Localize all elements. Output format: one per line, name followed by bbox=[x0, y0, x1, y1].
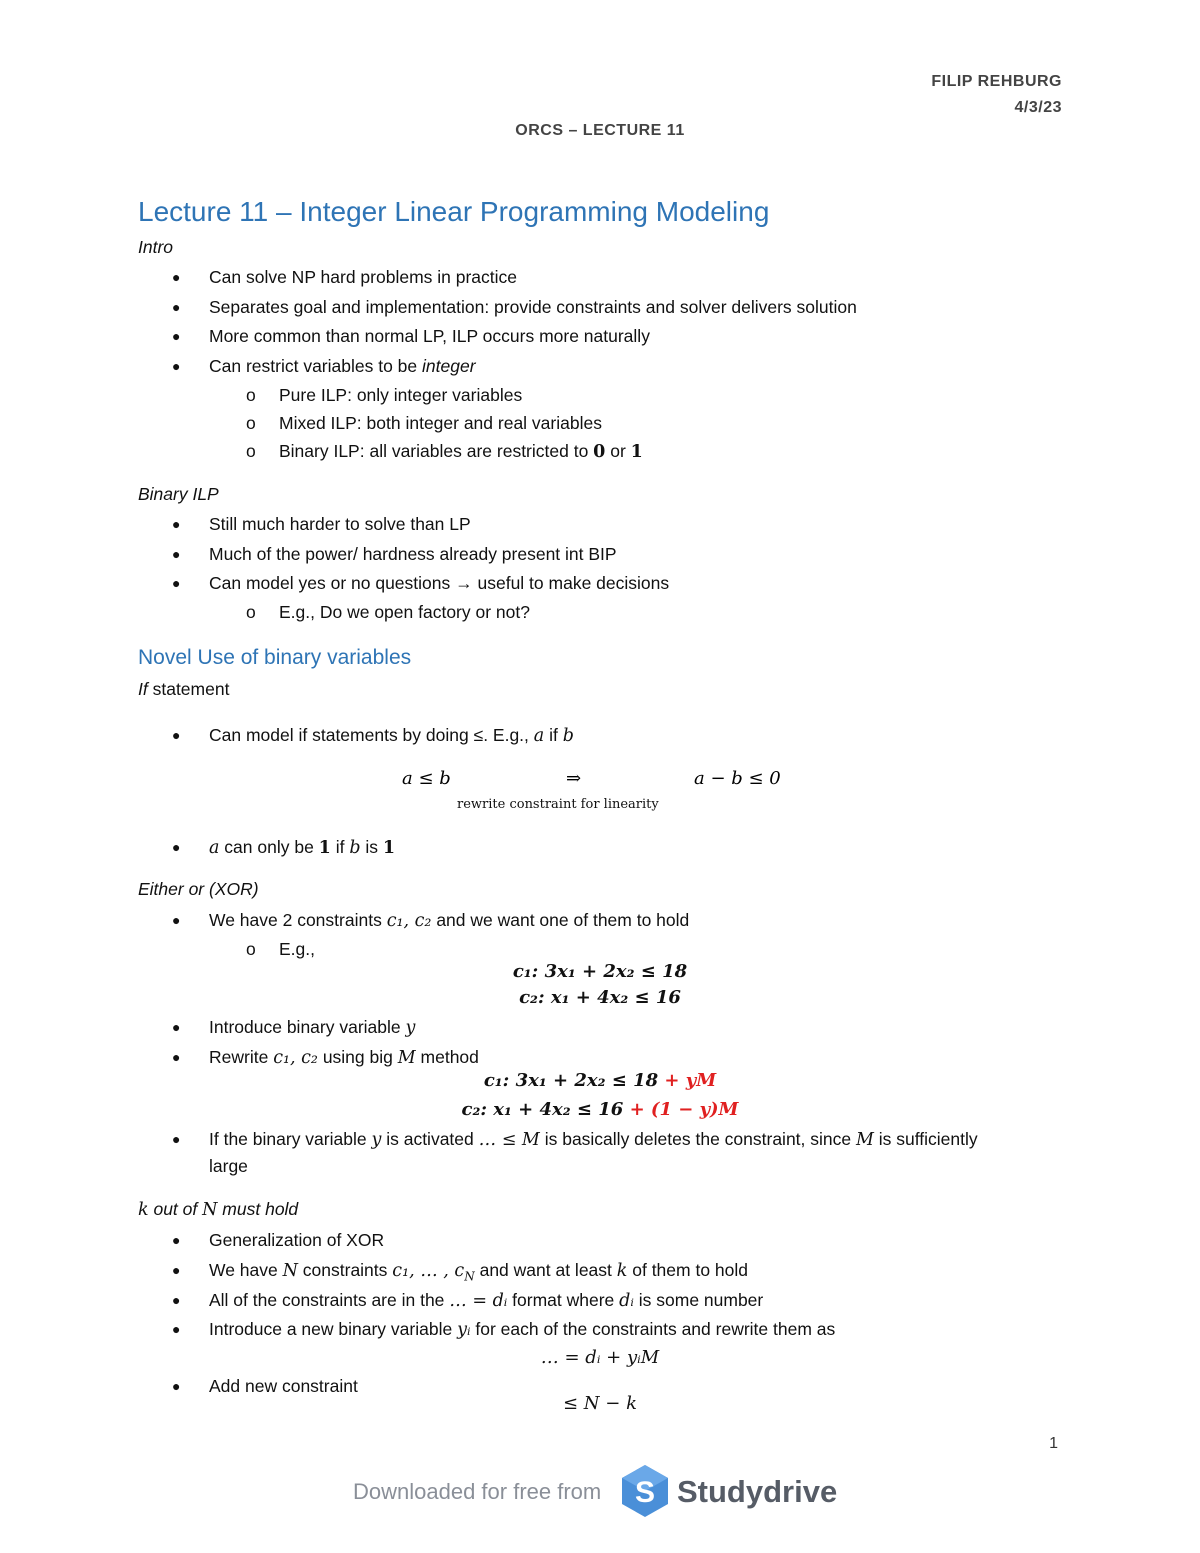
page-title: Lecture 11 – Integer Linear Programming Modeling bbox=[138, 196, 770, 227]
bullet-icon: ● bbox=[172, 1232, 181, 1248]
bullet-icon: ● bbox=[172, 1262, 181, 1278]
equation: … = dᵢ + yᵢM bbox=[540, 1347, 660, 1368]
footer-text: Downloaded for free from bbox=[353, 1479, 602, 1504]
k-of-n-heading: k out of N must hold bbox=[138, 1199, 299, 1220]
header-date: 4/3/23 bbox=[1014, 99, 1062, 116]
binary-heading: Binary ILP bbox=[138, 484, 219, 504]
bullet-icon: ● bbox=[172, 575, 181, 591]
if-heading: If statement bbox=[138, 679, 230, 699]
document-page: FILIP REHBURG 4/3/23 ORCS – LECTURE 11 Lecture 11 – Integer Linear Programming Modeling Intro ● Can solve NP hard problems in practice ● Separates goal and implementation: provide constraints and solver delivers solution ● More common than normal LP, ILP occurs more naturally ● Can restrict variables to be integer o Pure ILP: only integer variables o Mixed ILP: both integer and real variables o Binary ILP: all variables are restricted to 0 or 1 Binary ILP ● Still much harder to solve than LP ● Much of the power/ hardness already present int BIP ● Can model yes or no questions → useful to make decisions o E.g., Do we open factory or not? Novel Use of binary variables If statement ● Can model if statements by doing ≤. E.g., a if b a ≤ b ⇒ a − b ≤ 0 rewrite constraint for linearity ● a can only be 1 if b is 1 Either or (XOR) ● We have 2 constraints c₁, c₂ and we want one of them to hold o E.g., c₁: 3x₁ + 2x₂ ≤ 18 c₂: x₁ + 4x₂ ≤ 16 ● Introduce binary variable y ● Rewrite c₁, c₂ using big M method c₁: 3x₁ + 2x₂ ≤ 18 + yM c₂: x₁ + 4x₂ ≤ 16 + (1 − y)M ● If the binary variable y is activated … ≤ M is basically deletes the constraint, since M is sufficiently large k out of N must hold ● Generalization of XOR ● We have N constraints c₁, … , $c_N$ and want at least k of them to hold ● All of the constraints are in the … = dᵢ format where dᵢ is some number ● Introduce a new binary variable yᵢ for each of the constraints and rewrite them as … = dᵢ + yᵢM ● Add new constraint ≤ N − k 1 Downloaded for free from S Studydrive bbox=[0, 0, 1200, 1553]
implies-arrow-icon: ⇒ bbox=[566, 768, 582, 789]
header-author: FILIP REHBURG bbox=[931, 73, 1062, 90]
svg-text:S: S bbox=[634, 1476, 656, 1509]
xor-heading: Either or (XOR) bbox=[138, 879, 259, 899]
circle-bullet-icon: o bbox=[246, 602, 256, 622]
equation: c₁: 3x₁ + 2x₂ ≤ 18 + yM bbox=[483, 1070, 717, 1091]
equation: c₂: x₁ + 4x₂ ≤ 16 + (1 − y)M bbox=[461, 1099, 739, 1120]
intro-heading: Intro bbox=[138, 237, 174, 257]
studydrive-logo-icon bbox=[619, 1463, 671, 1519]
bullet-icon: ● bbox=[172, 328, 181, 344]
equation: ≤ N − k bbox=[563, 1393, 637, 1414]
if-equation-lhs: a ≤ b bbox=[402, 768, 451, 789]
if-equation-rhs: a − b ≤ 0 bbox=[694, 768, 781, 789]
bullet-icon: ● bbox=[172, 1378, 181, 1394]
bullet-icon: ● bbox=[172, 912, 181, 928]
circle-bullet-icon: o bbox=[246, 441, 256, 461]
circle-bullet-icon: o bbox=[246, 939, 256, 959]
page-number: 1 bbox=[1049, 1435, 1058, 1452]
bullet-icon: ● bbox=[172, 839, 181, 855]
header-course: ORCS – LECTURE 11 bbox=[515, 122, 685, 139]
bullet-icon: ● bbox=[172, 358, 181, 374]
circle-bullet-icon: o bbox=[246, 413, 256, 433]
bullet-icon: ● bbox=[172, 1321, 181, 1337]
bullet-icon: ● bbox=[172, 546, 181, 562]
bullet-icon: ● bbox=[172, 1019, 181, 1035]
list-item-continuation: large bbox=[209, 1156, 248, 1176]
bullet-icon: ● bbox=[172, 1292, 181, 1308]
bullet-icon: ● bbox=[172, 269, 181, 285]
bullet-icon: ● bbox=[172, 516, 181, 532]
bullet-icon: ● bbox=[172, 727, 181, 743]
bullet-icon: ● bbox=[172, 299, 181, 315]
studydrive-brand: Studydrive bbox=[677, 1474, 838, 1509]
equation: c₂: x₁ + 4x₂ ≤ 16 bbox=[519, 987, 681, 1008]
bullet-icon: ● bbox=[172, 1131, 181, 1147]
section-heading: Novel Use of binary variables bbox=[138, 646, 412, 669]
if-equation-note: rewrite constraint for linearity bbox=[457, 797, 659, 812]
bullet-icon: ● bbox=[172, 1049, 181, 1065]
right-arrow-icon: → bbox=[455, 573, 473, 593]
download-footer[interactable] bbox=[353, 1463, 853, 1523]
equation: c₁: 3x₁ + 2x₂ ≤ 18 bbox=[512, 961, 688, 982]
circle-bullet-icon: o bbox=[246, 385, 256, 405]
